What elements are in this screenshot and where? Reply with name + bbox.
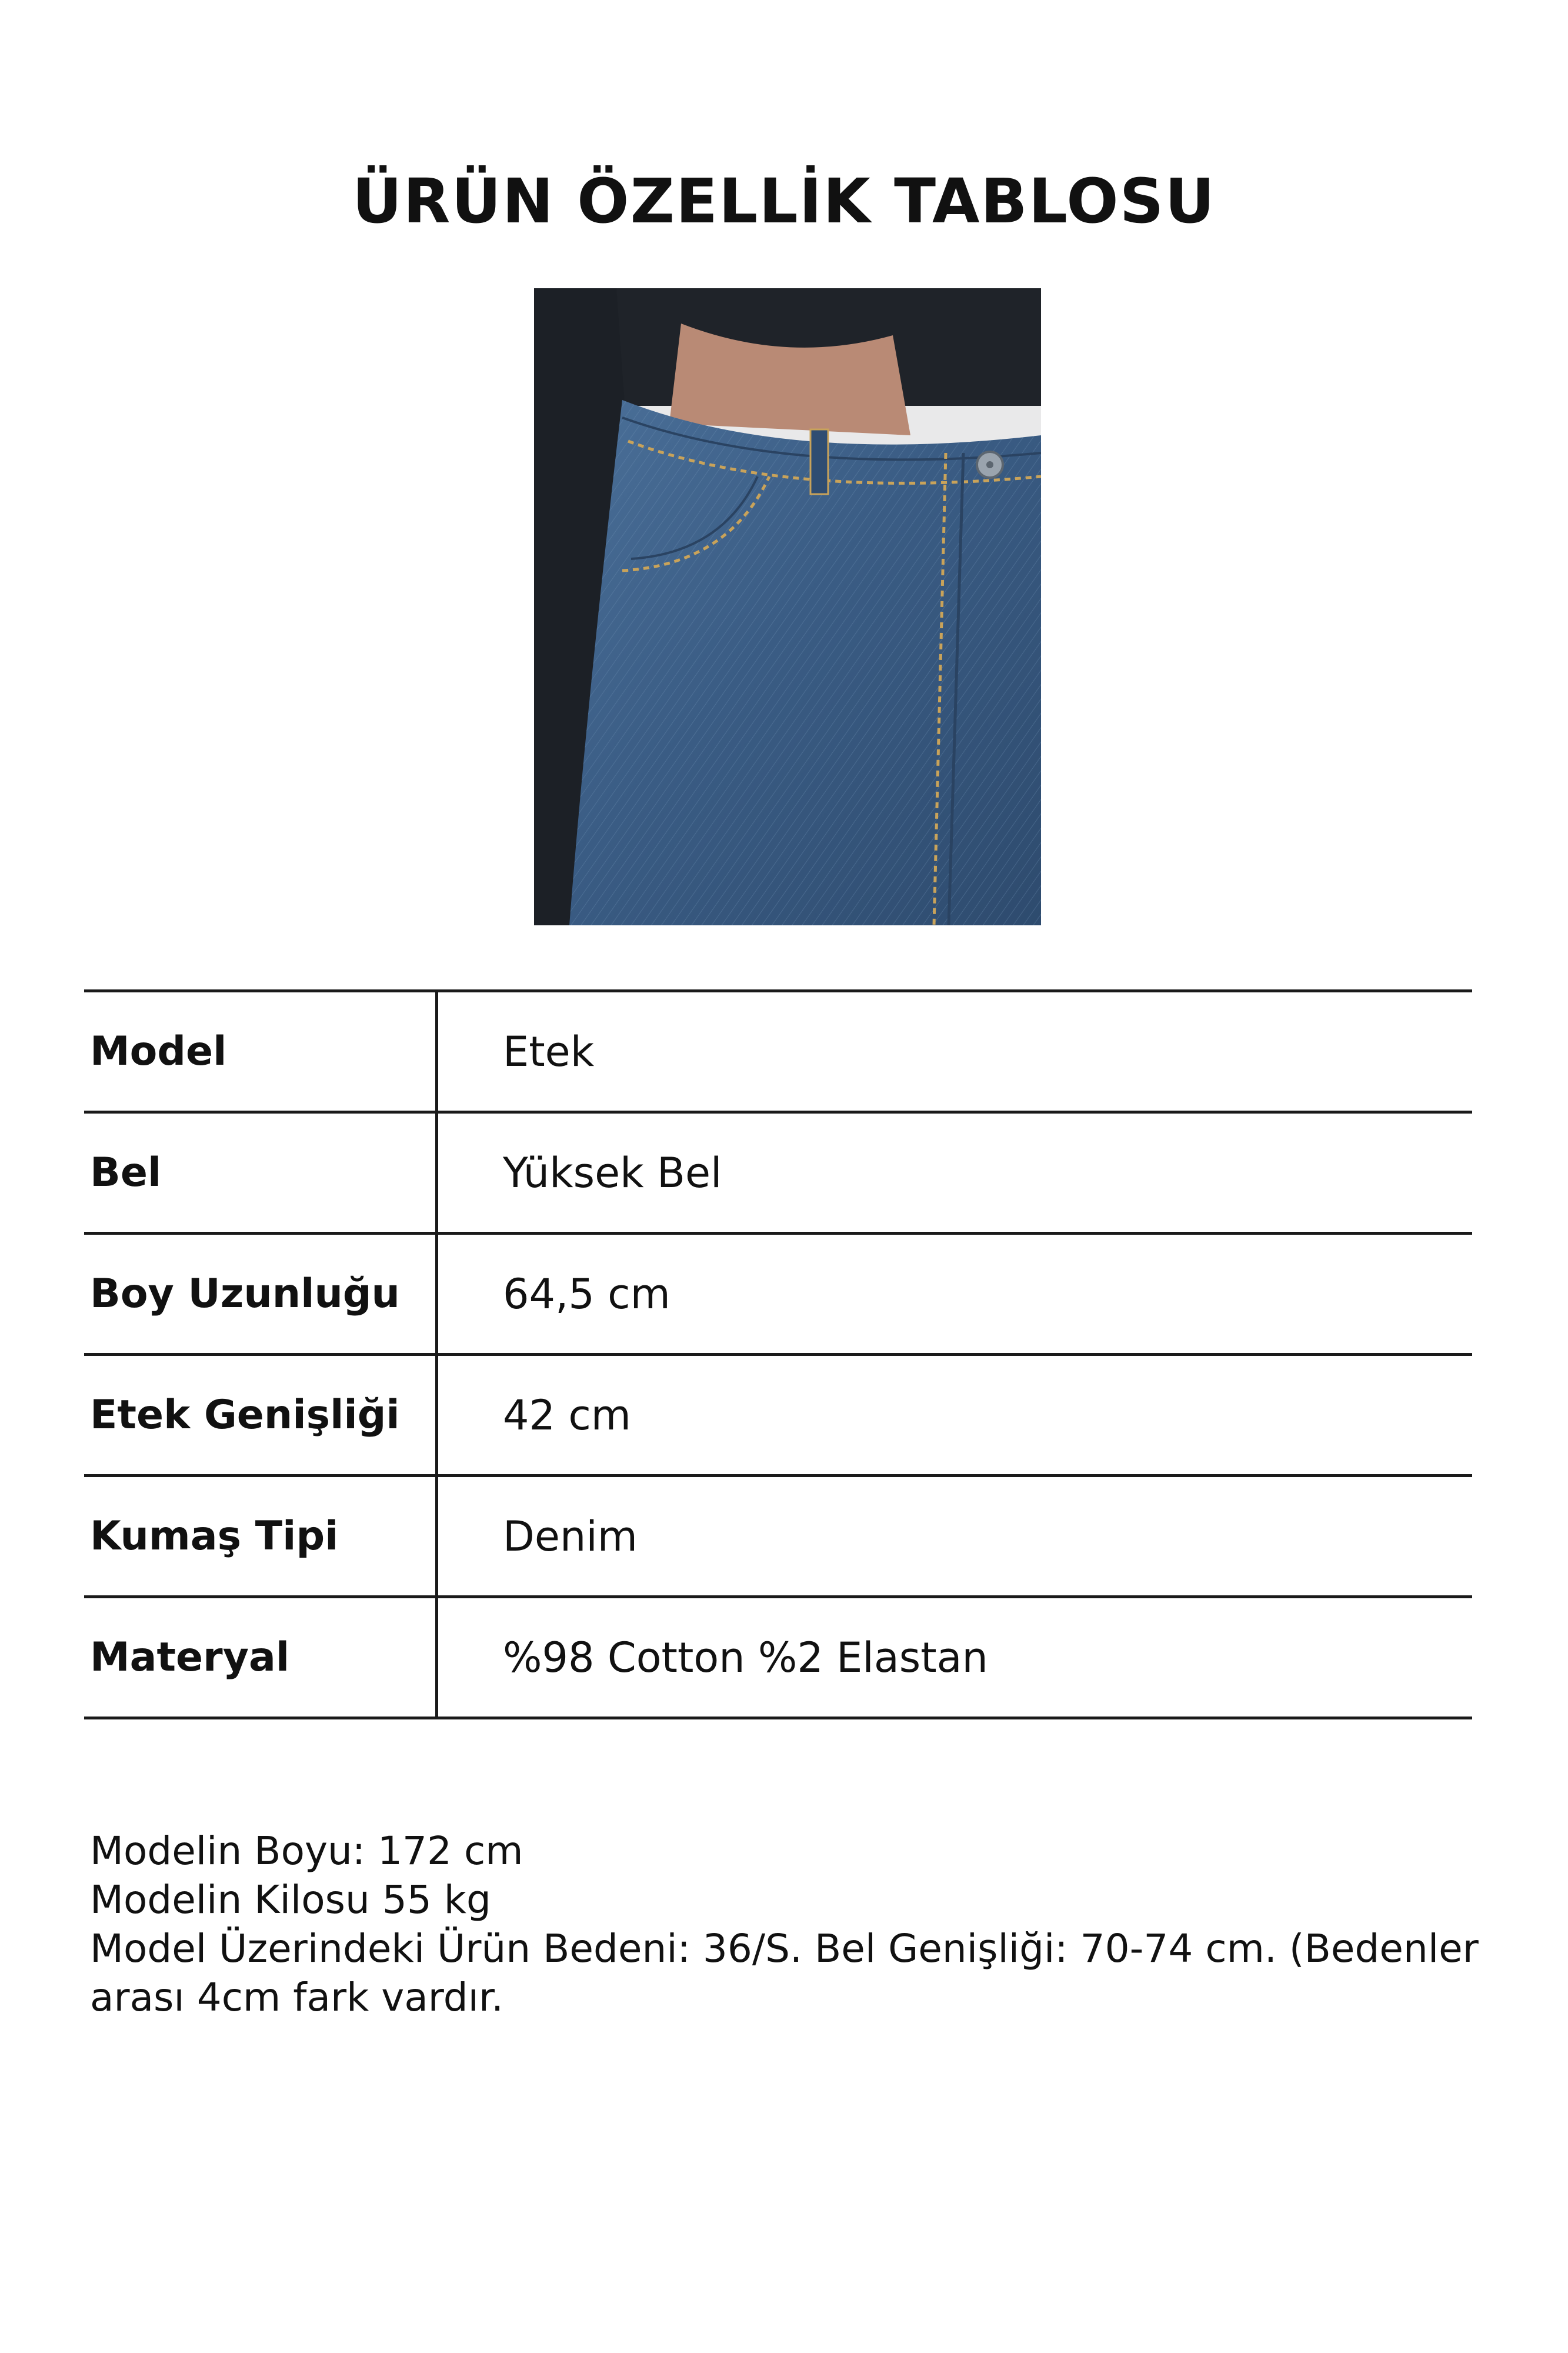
spec-label: Materyal [90, 1634, 290, 1681]
spec-label: Kumaş Tipi [90, 1513, 339, 1559]
spec-value: Etek [503, 1027, 595, 1076]
note-size-diff: arası 4cm fark vardır. [90, 1975, 504, 2020]
spec-value: %98 Cotton %2 Elastan [503, 1633, 988, 1682]
spec-label: Bel [90, 1149, 162, 1196]
spec-value: Denim [503, 1512, 638, 1561]
column-divider [435, 1477, 438, 1595]
note-model-height: Modelin Boyu: 172 cm [90, 1828, 523, 1874]
spec-row-boy-uzunlugu [84, 1232, 1472, 1353]
spec-value: Yüksek Bel [503, 1148, 722, 1197]
note-size-info: Model Üzerindeki Ürün Bedeni: 36/S. Bel Genişliği: 70-74 cm. (Bedenler [90, 1926, 1479, 1971]
model-notes [90, 1827, 1478, 2022]
spec-label: Model [90, 1028, 227, 1075]
spec-row-etek-genisligi [84, 1353, 1472, 1474]
column-divider [435, 1356, 438, 1474]
column-divider [435, 992, 438, 1111]
spec-row-model [84, 989, 1472, 1111]
note-model-weight: Modelin Kilosu 55 kg [90, 1877, 491, 1922]
product-photo [534, 288, 1041, 925]
spec-row-kumas-tipi [84, 1474, 1472, 1595]
spec-label: Etek Genişliği [90, 1392, 400, 1438]
spec-table [84, 989, 1472, 1719]
spec-value: 42 cm [503, 1391, 631, 1439]
spec-value: 64,5 cm [503, 1269, 670, 1318]
spec-row-materyal [84, 1595, 1472, 1719]
spec-row-bel [84, 1111, 1472, 1232]
column-divider [435, 1114, 438, 1232]
column-divider [435, 1598, 438, 1717]
spec-label: Boy Uzunluğu [90, 1271, 400, 1317]
column-divider [435, 1235, 438, 1353]
page-title: ÜRÜN ÖZELLİK TABLOSU [352, 165, 1216, 237]
